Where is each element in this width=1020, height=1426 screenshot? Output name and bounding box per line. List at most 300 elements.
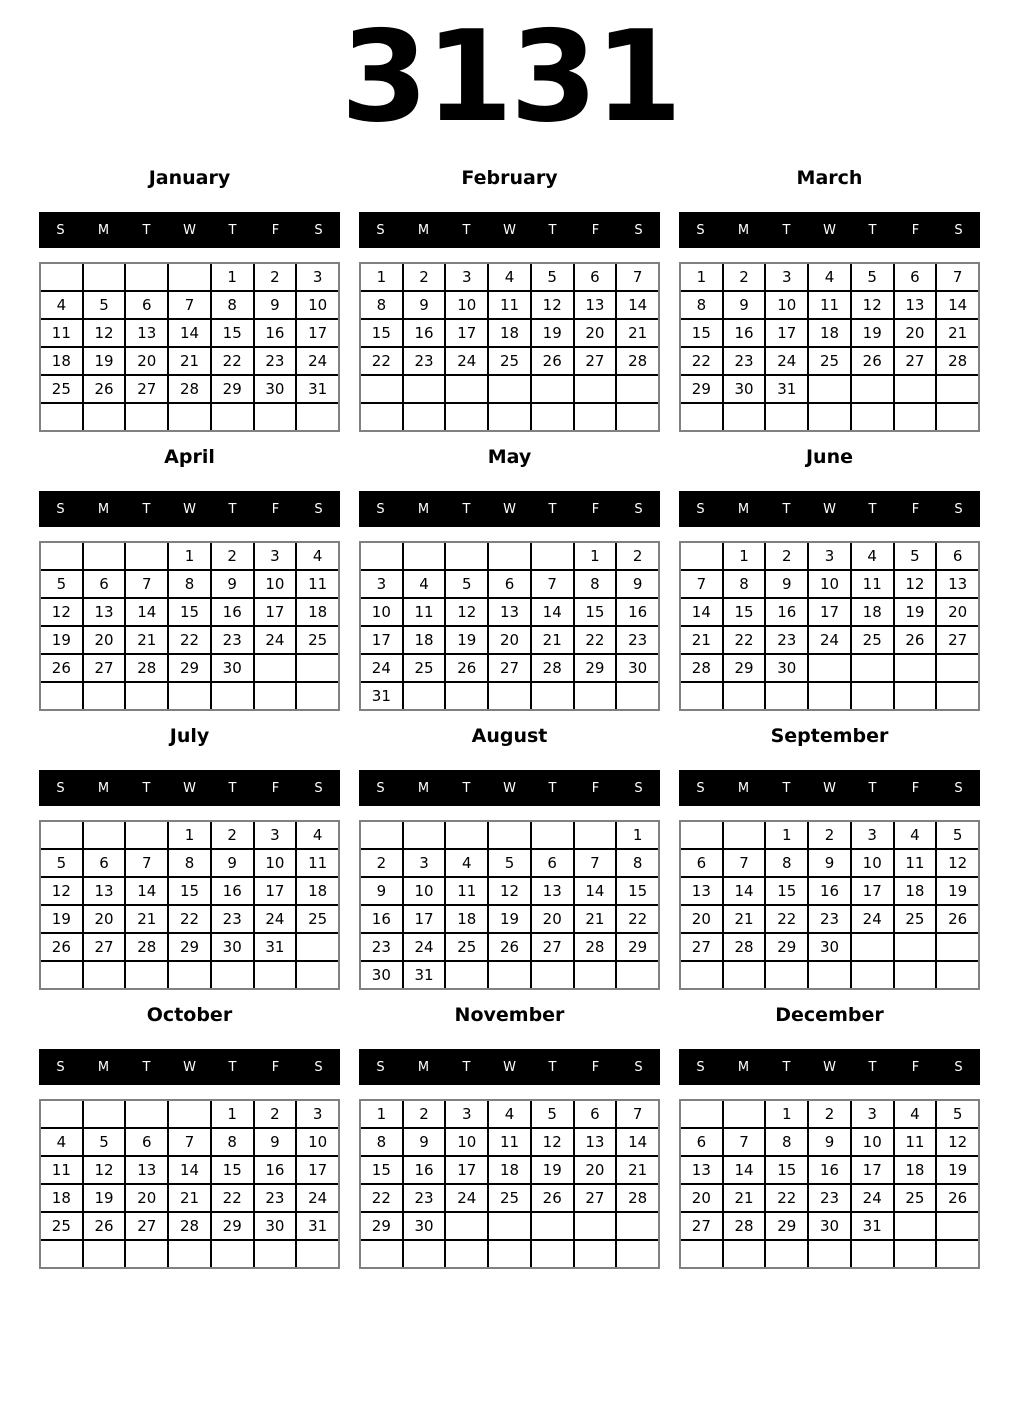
date-cell: 20 xyxy=(895,320,936,346)
date-cell: 28 xyxy=(575,934,616,960)
date-cell: 13 xyxy=(84,878,125,904)
day-header-cell: T xyxy=(868,222,877,238)
empty-date-cell xyxy=(575,683,616,709)
date-cell: 25 xyxy=(41,376,82,402)
date-cell: 13 xyxy=(681,1157,722,1183)
empty-date-cell xyxy=(41,404,82,430)
day-header-cell: S xyxy=(954,501,963,517)
empty-date-cell xyxy=(489,543,530,569)
date-cell: 2 xyxy=(255,264,296,290)
date-cell: 18 xyxy=(404,627,445,653)
empty-date-cell xyxy=(809,404,850,430)
date-grid xyxy=(679,541,980,711)
empty-date-cell xyxy=(766,1241,807,1267)
day-header-cell: T xyxy=(462,501,471,517)
date-cell: 10 xyxy=(297,1129,338,1155)
day-header-cell: T xyxy=(142,1059,151,1075)
day-of-week-header xyxy=(679,212,980,248)
date-cell: 8 xyxy=(617,850,658,876)
date-grid xyxy=(359,262,660,432)
date-cell: 22 xyxy=(766,906,807,932)
empty-date-cell xyxy=(895,376,936,402)
day-header-cell: S xyxy=(634,1059,643,1075)
empty-date-cell xyxy=(489,1213,530,1239)
date-cell: 8 xyxy=(575,571,616,597)
date-cell: 5 xyxy=(532,264,573,290)
date-grid xyxy=(679,1099,980,1269)
empty-date-cell xyxy=(84,1241,125,1267)
date-cell: 11 xyxy=(852,571,893,597)
day-header-cell: W xyxy=(823,780,836,796)
date-cell: 10 xyxy=(852,1129,893,1155)
date-cell: 21 xyxy=(724,1185,765,1211)
date-cell: 2 xyxy=(617,543,658,569)
date-cell: 18 xyxy=(297,878,338,904)
date-grid xyxy=(39,262,340,432)
empty-date-cell xyxy=(361,822,402,848)
date-cell: 23 xyxy=(809,1185,850,1211)
empty-date-cell xyxy=(852,1241,893,1267)
day-header-cell: M xyxy=(417,780,430,796)
day-header-cell: M xyxy=(417,1059,430,1075)
date-cell: 26 xyxy=(532,1185,573,1211)
date-cell: 2 xyxy=(404,1101,445,1127)
empty-date-cell xyxy=(852,404,893,430)
empty-date-cell xyxy=(361,404,402,430)
date-cell: 23 xyxy=(255,1185,296,1211)
day-header-cell: F xyxy=(591,780,600,796)
date-cell: 4 xyxy=(41,1129,82,1155)
empty-date-cell xyxy=(724,822,765,848)
date-cell: 21 xyxy=(575,906,616,932)
date-cell: 9 xyxy=(255,292,296,318)
date-cell: 3 xyxy=(297,264,338,290)
empty-date-cell xyxy=(724,1101,765,1127)
day-header-cell: S xyxy=(954,222,963,238)
day-header-cell: S xyxy=(954,780,963,796)
date-cell: 9 xyxy=(766,571,807,597)
date-cell: 3 xyxy=(404,850,445,876)
day-header-cell: T xyxy=(228,780,237,796)
date-cell: 28 xyxy=(617,1185,658,1211)
empty-date-cell xyxy=(766,683,807,709)
empty-date-cell xyxy=(169,404,210,430)
date-cell: 17 xyxy=(361,627,402,653)
date-cell: 4 xyxy=(446,850,487,876)
date-cell: 29 xyxy=(169,934,210,960)
date-cell: 12 xyxy=(446,599,487,625)
day-header-cell: W xyxy=(183,501,196,517)
day-header-cell: W xyxy=(183,780,196,796)
empty-date-cell xyxy=(532,1213,573,1239)
empty-date-cell xyxy=(446,1213,487,1239)
date-cell: 22 xyxy=(361,1185,402,1211)
date-cell: 5 xyxy=(937,1101,978,1127)
date-cell: 9 xyxy=(212,571,253,597)
day-header-cell: M xyxy=(417,222,430,238)
empty-date-cell xyxy=(126,404,167,430)
empty-date-cell xyxy=(489,683,530,709)
month-title: October xyxy=(146,1004,233,1026)
date-grid xyxy=(39,1099,340,1269)
month-september xyxy=(679,726,980,990)
month-november xyxy=(359,1005,660,1269)
date-cell: 2 xyxy=(212,543,253,569)
day-header-cell: T xyxy=(868,1059,877,1075)
empty-date-cell xyxy=(446,962,487,988)
date-cell: 18 xyxy=(895,1157,936,1183)
empty-date-cell xyxy=(446,404,487,430)
empty-date-cell xyxy=(446,543,487,569)
date-cell: 9 xyxy=(361,878,402,904)
day-header-cell: M xyxy=(737,780,750,796)
date-cell: 26 xyxy=(937,1185,978,1211)
date-cell: 19 xyxy=(937,1157,978,1183)
date-cell: 10 xyxy=(446,292,487,318)
date-cell: 21 xyxy=(126,906,167,932)
day-of-week-header xyxy=(39,1049,340,1085)
date-cell: 20 xyxy=(937,599,978,625)
day-header-cell: T xyxy=(782,1059,791,1075)
date-cell: 12 xyxy=(937,1129,978,1155)
date-cell: 22 xyxy=(169,627,210,653)
empty-date-cell xyxy=(575,822,616,848)
date-cell: 4 xyxy=(852,543,893,569)
date-cell: 3 xyxy=(852,822,893,848)
date-cell: 28 xyxy=(169,376,210,402)
date-cell: 21 xyxy=(724,906,765,932)
day-header-cell: W xyxy=(503,1059,516,1075)
day-of-week-header xyxy=(39,491,340,527)
date-cell: 14 xyxy=(617,1129,658,1155)
date-cell: 2 xyxy=(361,850,402,876)
date-cell: 15 xyxy=(169,878,210,904)
date-cell: 12 xyxy=(84,320,125,346)
date-cell: 7 xyxy=(532,571,573,597)
empty-date-cell xyxy=(361,376,402,402)
date-cell: 8 xyxy=(169,571,210,597)
empty-date-cell xyxy=(489,1241,530,1267)
date-cell: 31 xyxy=(766,376,807,402)
date-cell: 17 xyxy=(446,320,487,346)
date-cell: 7 xyxy=(937,264,978,290)
day-header-cell: T xyxy=(142,501,151,517)
months-grid xyxy=(0,168,1020,1269)
date-cell: 15 xyxy=(212,1157,253,1183)
date-cell: 13 xyxy=(681,878,722,904)
date-cell: 24 xyxy=(446,1185,487,1211)
date-cell: 22 xyxy=(617,906,658,932)
date-cell: 1 xyxy=(169,543,210,569)
date-cell: 29 xyxy=(681,376,722,402)
date-cell: 5 xyxy=(532,1101,573,1127)
day-header-cell: F xyxy=(911,501,920,517)
date-cell: 19 xyxy=(852,320,893,346)
date-cell: 12 xyxy=(41,599,82,625)
date-cell: 12 xyxy=(937,850,978,876)
date-cell: 11 xyxy=(297,571,338,597)
date-cell: 24 xyxy=(766,348,807,374)
date-cell: 16 xyxy=(809,1157,850,1183)
day-header-cell: T xyxy=(228,1059,237,1075)
date-cell: 4 xyxy=(41,292,82,318)
month-title: March xyxy=(796,167,863,189)
empty-date-cell xyxy=(404,543,445,569)
day-header-cell: F xyxy=(271,1059,280,1075)
date-cell: 14 xyxy=(937,292,978,318)
date-cell: 23 xyxy=(404,348,445,374)
date-cell: 9 xyxy=(809,850,850,876)
date-cell: 14 xyxy=(126,878,167,904)
date-cell: 12 xyxy=(84,1157,125,1183)
date-cell: 26 xyxy=(852,348,893,374)
empty-date-cell xyxy=(489,962,530,988)
date-cell: 29 xyxy=(575,655,616,681)
empty-date-cell xyxy=(255,655,296,681)
empty-date-cell xyxy=(809,655,850,681)
day-header-cell: S xyxy=(954,1059,963,1075)
date-cell: 29 xyxy=(212,1213,253,1239)
date-cell: 20 xyxy=(575,320,616,346)
date-cell: 30 xyxy=(255,376,296,402)
date-cell: 9 xyxy=(809,1129,850,1155)
empty-date-cell xyxy=(937,962,978,988)
empty-date-cell xyxy=(532,376,573,402)
date-cell: 9 xyxy=(404,1129,445,1155)
day-header-cell: T xyxy=(782,222,791,238)
empty-date-cell xyxy=(126,264,167,290)
month-december xyxy=(679,1005,980,1269)
empty-date-cell xyxy=(297,683,338,709)
date-cell: 30 xyxy=(766,655,807,681)
date-cell: 6 xyxy=(84,571,125,597)
date-cell: 18 xyxy=(852,599,893,625)
date-cell: 31 xyxy=(404,962,445,988)
date-cell: 6 xyxy=(532,850,573,876)
day-header-cell: S xyxy=(376,1059,385,1075)
date-cell: 2 xyxy=(212,822,253,848)
date-grid xyxy=(39,820,340,990)
date-cell: 1 xyxy=(766,1101,807,1127)
date-cell: 27 xyxy=(126,376,167,402)
date-cell: 27 xyxy=(681,934,722,960)
date-cell: 1 xyxy=(212,1101,253,1127)
date-cell: 7 xyxy=(169,292,210,318)
empty-date-cell xyxy=(852,376,893,402)
date-cell: 21 xyxy=(169,348,210,374)
date-cell: 17 xyxy=(404,906,445,932)
date-cell: 21 xyxy=(126,627,167,653)
date-cell: 16 xyxy=(255,1157,296,1183)
month-january xyxy=(39,168,340,432)
empty-date-cell xyxy=(84,264,125,290)
date-cell: 21 xyxy=(617,320,658,346)
month-title: April xyxy=(164,446,215,468)
date-cell: 27 xyxy=(489,655,530,681)
date-cell: 28 xyxy=(724,934,765,960)
date-cell: 27 xyxy=(575,348,616,374)
date-cell: 8 xyxy=(212,292,253,318)
day-header-cell: M xyxy=(97,780,110,796)
month-may xyxy=(359,447,660,711)
day-header-cell: S xyxy=(376,501,385,517)
date-cell: 16 xyxy=(255,320,296,346)
date-cell: 30 xyxy=(809,934,850,960)
date-cell: 25 xyxy=(809,348,850,374)
date-cell: 9 xyxy=(255,1129,296,1155)
date-cell: 20 xyxy=(532,906,573,932)
date-cell: 23 xyxy=(404,1185,445,1211)
empty-date-cell xyxy=(532,683,573,709)
empty-date-cell xyxy=(489,404,530,430)
day-header-cell: T xyxy=(142,222,151,238)
empty-date-cell xyxy=(41,1101,82,1127)
date-cell: 17 xyxy=(766,320,807,346)
date-cell: 5 xyxy=(446,571,487,597)
date-cell: 29 xyxy=(724,655,765,681)
date-cell: 18 xyxy=(446,906,487,932)
date-cell: 8 xyxy=(766,850,807,876)
day-header-cell: M xyxy=(737,501,750,517)
empty-date-cell xyxy=(489,822,530,848)
date-cell: 31 xyxy=(297,376,338,402)
day-header-cell: F xyxy=(911,780,920,796)
date-cell: 16 xyxy=(809,878,850,904)
date-cell: 17 xyxy=(255,878,296,904)
date-cell: 25 xyxy=(297,627,338,653)
day-of-week-header xyxy=(359,491,660,527)
month-april xyxy=(39,447,340,711)
day-header-cell: F xyxy=(271,501,280,517)
date-cell: 24 xyxy=(852,1185,893,1211)
date-cell: 13 xyxy=(126,1157,167,1183)
empty-date-cell xyxy=(84,404,125,430)
day-header-cell: W xyxy=(823,222,836,238)
date-cell: 21 xyxy=(937,320,978,346)
month-august xyxy=(359,726,660,990)
date-cell: 25 xyxy=(297,906,338,932)
date-cell: 20 xyxy=(126,1185,167,1211)
date-cell: 18 xyxy=(489,1157,530,1183)
empty-date-cell xyxy=(126,1101,167,1127)
month-title: January xyxy=(148,167,231,189)
day-of-week-header xyxy=(39,212,340,248)
empty-date-cell xyxy=(724,962,765,988)
date-cell: 13 xyxy=(532,878,573,904)
empty-date-cell xyxy=(895,962,936,988)
empty-date-cell xyxy=(41,683,82,709)
day-header-cell: T xyxy=(868,501,877,517)
empty-date-cell xyxy=(766,962,807,988)
empty-date-cell xyxy=(297,1241,338,1267)
empty-date-cell xyxy=(84,543,125,569)
day-header-cell: W xyxy=(823,1059,836,1075)
date-cell: 15 xyxy=(766,878,807,904)
date-cell: 9 xyxy=(724,292,765,318)
date-cell: 23 xyxy=(766,627,807,653)
date-cell: 9 xyxy=(617,571,658,597)
date-cell: 15 xyxy=(361,1157,402,1183)
date-cell: 29 xyxy=(766,934,807,960)
empty-date-cell xyxy=(937,376,978,402)
date-cell: 24 xyxy=(297,348,338,374)
date-cell: 6 xyxy=(895,264,936,290)
empty-date-cell xyxy=(895,683,936,709)
empty-date-cell xyxy=(681,404,722,430)
empty-date-cell xyxy=(404,376,445,402)
empty-date-cell xyxy=(255,404,296,430)
date-cell: 11 xyxy=(809,292,850,318)
day-of-week-header xyxy=(359,212,660,248)
day-header-cell: T xyxy=(228,501,237,517)
month-october xyxy=(39,1005,340,1269)
day-of-week-header xyxy=(679,1049,980,1085)
day-header-cell: T xyxy=(228,222,237,238)
day-header-cell: F xyxy=(911,1059,920,1075)
date-cell: 6 xyxy=(126,1129,167,1155)
day-header-cell: F xyxy=(591,1059,600,1075)
day-header-cell: F xyxy=(271,222,280,238)
date-cell: 14 xyxy=(126,599,167,625)
empty-date-cell xyxy=(126,683,167,709)
date-cell: 22 xyxy=(212,348,253,374)
date-cell: 23 xyxy=(212,906,253,932)
date-cell: 5 xyxy=(852,264,893,290)
day-header-cell: T xyxy=(782,780,791,796)
empty-date-cell xyxy=(809,683,850,709)
date-cell: 4 xyxy=(895,822,936,848)
date-cell: 8 xyxy=(361,292,402,318)
empty-date-cell xyxy=(255,1241,296,1267)
date-cell: 30 xyxy=(212,934,253,960)
date-cell: 22 xyxy=(766,1185,807,1211)
day-of-week-header xyxy=(679,770,980,806)
date-cell: 28 xyxy=(724,1213,765,1239)
date-cell: 14 xyxy=(169,1157,210,1183)
date-cell: 1 xyxy=(575,543,616,569)
day-header-cell: F xyxy=(911,222,920,238)
date-cell: 2 xyxy=(809,1101,850,1127)
day-header-cell: W xyxy=(183,222,196,238)
empty-date-cell xyxy=(895,404,936,430)
empty-date-cell xyxy=(937,1241,978,1267)
date-cell: 11 xyxy=(895,850,936,876)
date-cell: 30 xyxy=(617,655,658,681)
date-cell: 8 xyxy=(681,292,722,318)
date-cell: 26 xyxy=(446,655,487,681)
date-cell: 3 xyxy=(255,543,296,569)
date-cell: 25 xyxy=(895,906,936,932)
day-header-cell: S xyxy=(634,780,643,796)
empty-date-cell xyxy=(404,404,445,430)
empty-date-cell xyxy=(937,404,978,430)
empty-date-cell xyxy=(681,1101,722,1127)
month-june xyxy=(679,447,980,711)
date-cell: 7 xyxy=(126,850,167,876)
date-cell: 16 xyxy=(404,1157,445,1183)
date-cell: 6 xyxy=(681,1129,722,1155)
empty-date-cell xyxy=(169,683,210,709)
date-cell: 4 xyxy=(489,264,530,290)
date-cell: 5 xyxy=(41,850,82,876)
date-cell: 1 xyxy=(169,822,210,848)
day-of-week-header xyxy=(39,770,340,806)
date-cell: 16 xyxy=(766,599,807,625)
date-cell: 4 xyxy=(297,543,338,569)
date-cell: 6 xyxy=(681,850,722,876)
day-header-cell: W xyxy=(183,1059,196,1075)
empty-date-cell xyxy=(84,1101,125,1127)
